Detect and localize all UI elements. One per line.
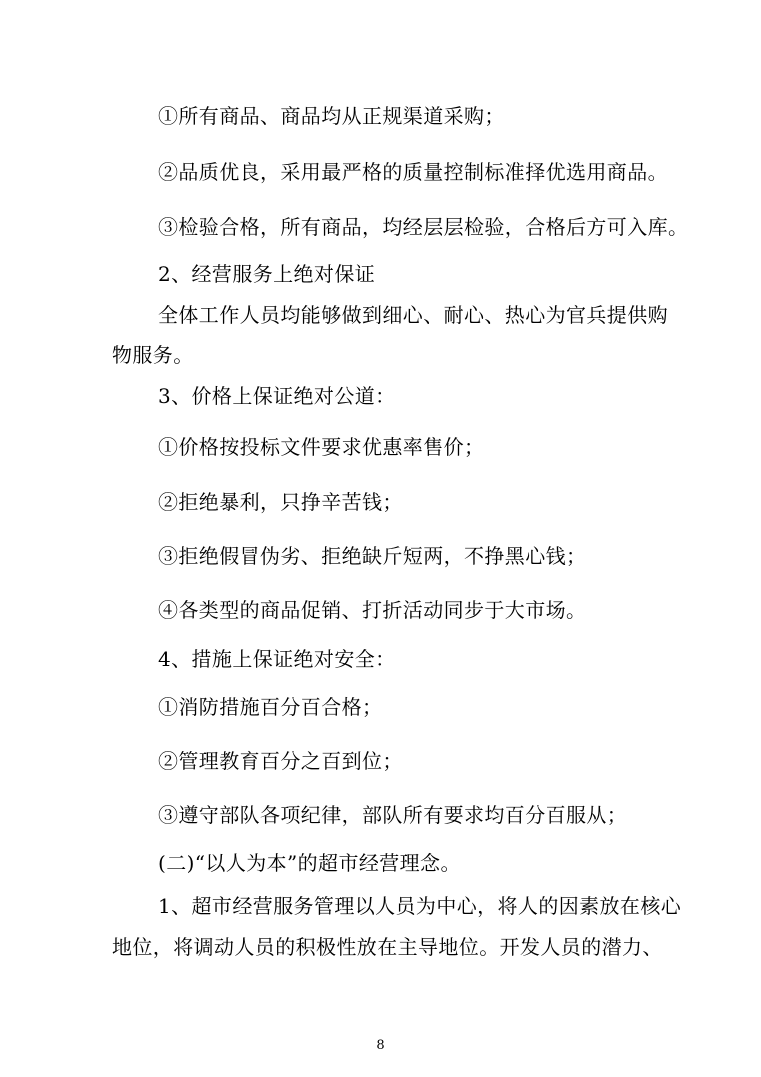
text-line-9: ②拒绝暴利，只挣辛苦钱； (158, 490, 403, 514)
section-heading-2: 2、经营服务上绝对保证 (158, 262, 376, 286)
text-line-11: ④各类型的商品促销、打折活动同步于大市场。 (158, 598, 587, 622)
page-number: 8 (376, 1038, 385, 1053)
text-line-17: 1、超市经营服务管理以人员为中心，将人的因素放在核心 (158, 894, 682, 918)
text-line-15: ③遵守部队各项纪律，部队所有要求均百分百服从； (158, 803, 628, 827)
text-line-13: ①消防措施百分百合格； (158, 695, 383, 719)
text-line-8: ①价格按投标文件要求优惠率售价； (158, 435, 485, 459)
text-line-18: 地位，将调动人员的积极性放在主导地位。开发人员的潜力、 (112, 935, 663, 959)
text-line-14: ②管理教育百分之百到位； (158, 749, 403, 773)
text-line-3: ③检验合格，所有商品，均经层层检验，合格后方可入库。 (158, 215, 689, 239)
text-line-1: ①所有商品、商品均从正规渠道采购； (158, 104, 505, 128)
section-heading-4: 4、措施上保证绝对安全： (158, 647, 396, 671)
text-line-2: ②品质优良，采用最严格的质量控制标准择优选用商品。 (158, 160, 668, 184)
text-line-10: ③拒绝假冒伪劣、拒绝缺斤短两，不挣黑心钱； (158, 544, 587, 568)
section-heading-concept: (二)“以人为本”的超市经营理念。 (158, 851, 461, 875)
text-line-6: 物服务。 (112, 343, 194, 367)
section-heading-3: 3、价格上保证绝对公道： (158, 384, 396, 408)
text-line-5: 全体工作人员均能够做到细心、耐心、热心为官兵提供购 (158, 303, 668, 327)
